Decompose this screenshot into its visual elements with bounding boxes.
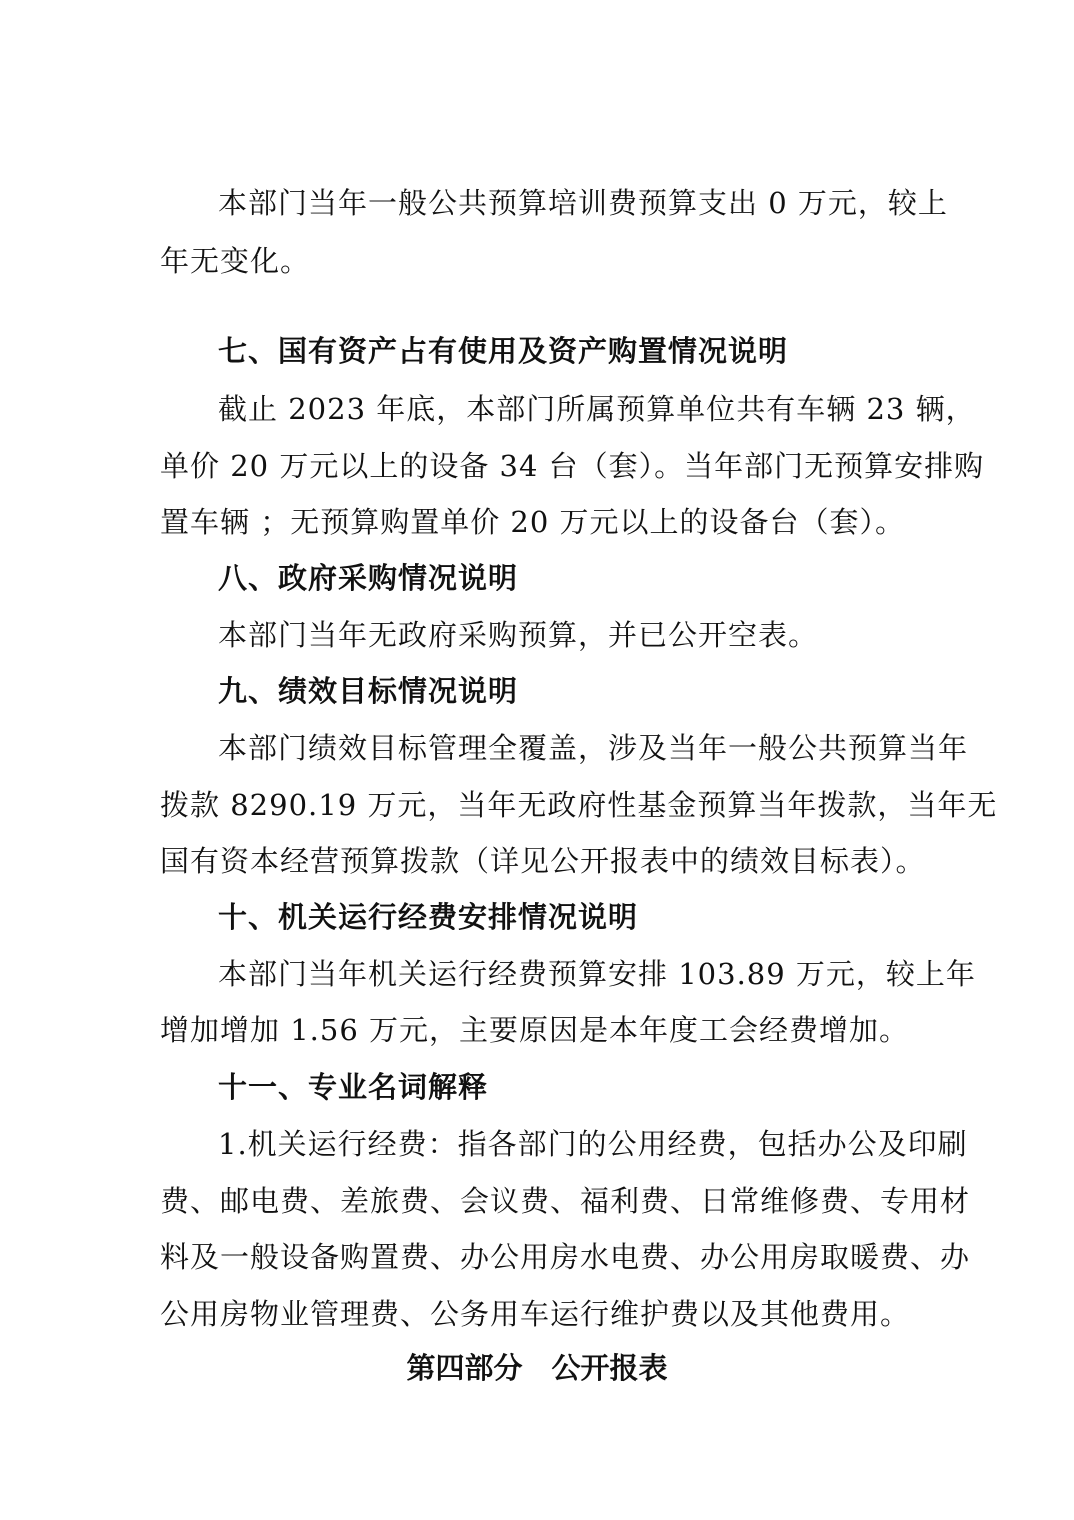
operation-paragraph-line-2: 增加增加 1.56 万元，主要原因是本年度工会经费增加。	[160, 1013, 910, 1047]
section-heading-operation: 十、机关运行经费安排情况说明	[218, 900, 639, 934]
part-title: 第四部分 公开报表	[406, 1351, 668, 1385]
assets-paragraph-line-3: 置车辆 ；无预算购置单价 20 万元以上的设备台（套）。	[160, 505, 906, 539]
glossary-paragraph-line-2: 费、邮电费、差旅费、会议费、福利费、日常维修费、专用材	[160, 1184, 971, 1218]
procurement-paragraph-line-1: 本部门当年无政府采购预算，并已公开空表。	[218, 618, 819, 652]
performance-paragraph-line-2: 拨款 8290.19 万元，当年无政府性基金预算当年拨款，当年无	[160, 788, 998, 822]
operation-paragraph-line-1: 本部门当年机关运行经费预算安排 103.89 万元，较上年	[218, 957, 976, 991]
performance-paragraph-line-3: 国有资本经营预算拨款（详见公开报表中的绩效目标表）。	[160, 844, 926, 878]
assets-paragraph-line-2: 单价 20 万元以上的设备 34 台（套）。当年部门无预算安排购	[160, 449, 985, 483]
glossary-paragraph-line-3: 料及一般设备购置费、办公用房水电费、办公用房取暖费、办	[160, 1240, 971, 1274]
glossary-paragraph-line-4: 公用房物业管理费、公务用车运行维护费以及其他费用。	[160, 1297, 911, 1331]
section-heading-performance: 九、绩效目标情况说明	[218, 674, 519, 708]
assets-paragraph-line-1: 截止 2023 年底，本部门所属预算单位共有车辆 23 辆，	[218, 392, 976, 426]
section-heading-glossary: 十一、专业名词解释	[218, 1070, 489, 1104]
section-heading-procurement: 八、政府采购情况说明	[218, 561, 519, 595]
section-heading-assets: 七、国有资产占有使用及资产购置情况说明	[218, 334, 789, 368]
performance-paragraph-line-1: 本部门绩效目标管理全覆盖，涉及当年一般公共预算当年	[218, 731, 969, 765]
glossary-paragraph-line-1: 1.机关运行经费：指各部门的公用经费，包括办公及印刷	[218, 1127, 968, 1161]
training-paragraph-line-2: 年无变化。	[160, 244, 311, 278]
training-paragraph-line-1: 本部门当年一般公共预算培训费预算支出 0 万元，较上	[218, 186, 948, 220]
